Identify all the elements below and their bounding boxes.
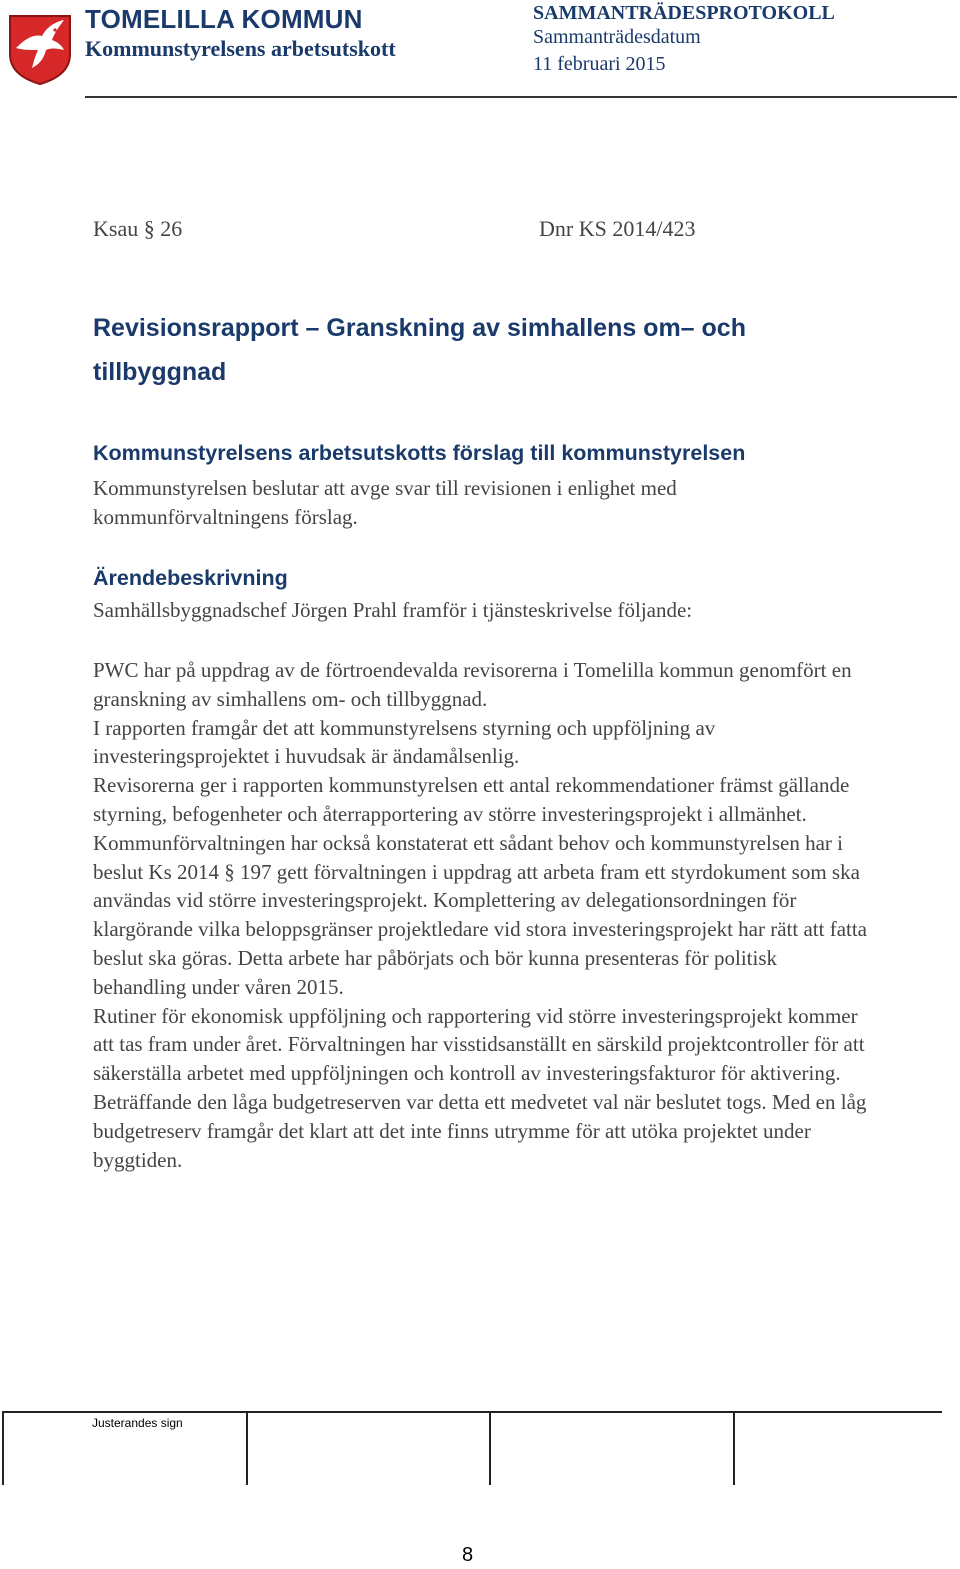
committee-name: Kommunstyrelsens arbetsutskott (85, 36, 396, 61)
body-paragraph: Rutiner för ekonomisk uppföljning och rapportering vid större investeringsprojekt kommer att tas fram under året. Förvaltningen har visstidsanställt en särskild projektcontroller för att säkerställa arbetet med uppföljningen och kontroll av investeringsfakturor för aktivering. (93, 1003, 865, 1086)
signature-box (2, 1411, 942, 1485)
body-paragraph: I rapporten framgår det att kommunstyrelsens styrning och uppföljning av investeringsprojektet i huvudsak är ändamålsenlig. (93, 715, 716, 769)
body-paragraph: Kommunförvaltningen har också konstaterat ett sådant behov och kommunstyrelsen har i beslut Ks 2014 § 197 gett förvaltningen i uppdrag att arbeta fram ett styrdokument som ska användas vid större investeringsprojekt. Komplettering av delegationsordningen för klargörande vilka beloppsgränser projektledare vid stora investeringsprojekt har rätt att fatta beslut ska göras. Detta arbete har påbörjats och bör kunna presenteras för politisk behandling under våren 2015. (93, 830, 868, 999)
document-header (0, 0, 960, 100)
case-number: Dnr KS 2014/423 (539, 216, 696, 241)
document-title: Revisionsrapport – Granskning av simhallens om– och tillbyggnad (93, 314, 746, 386)
body-paragraph: Revisorerna ger i rapporten kommunstyrelsen ett antal rekommendationer främst gällande styrning, befogenheter och återrapportering av större investeringsprojekt i allmänhet. (93, 773, 850, 826)
signature-cell-divider (489, 1413, 491, 1485)
body-paragraph: PWC har på uppdrag av de förtroendevalda revisorerna i Tomelilla kommun genomfört en granskning av simhallens om- och tillbyggnad. (93, 658, 852, 711)
paragraph-reference: Ksau § 26 (93, 216, 183, 241)
signature-cell-divider (733, 1413, 735, 1485)
description-body (93, 656, 868, 1174)
body-paragraph: Beträffande den låga budgetreserven var detta ett medvetet val när beslutet togs. Med en låg budgetreserv framgår det klart att det inte finns utrymme för att utöka projektet under byggtiden. (93, 1089, 867, 1172)
coat-of-arms-icon (8, 14, 72, 86)
proposal-heading: Kommunstyrelsens arbetsutskotts förslag till kommunstyrelsen (93, 441, 746, 465)
header-divider (85, 96, 957, 98)
document-type: SAMMANTRÄDESPROTOKOLL (533, 2, 835, 24)
signature-cell-divider (2, 1413, 4, 1485)
organization-name: TOMELILLA KOMMUN (85, 4, 363, 34)
signature-cell-divider (246, 1413, 248, 1485)
page-number: 8 (462, 1544, 474, 1566)
description-heading: Ärendebeskrivning (93, 566, 288, 590)
meeting-date-value: 11 februari 2015 (533, 53, 666, 75)
description-intro: Samhällsbyggnadschef Jörgen Prahl framför i tjänsteskrivelse följande: (93, 598, 693, 622)
signature-label: Justerandes sign (92, 1416, 183, 1430)
proposal-text: Kommunstyrelsen beslutar att avge svar till revisionen i enlighet med kommunförvaltningens förslag. (93, 476, 677, 529)
meeting-date-label: Sammanträdesdatum (533, 26, 701, 48)
